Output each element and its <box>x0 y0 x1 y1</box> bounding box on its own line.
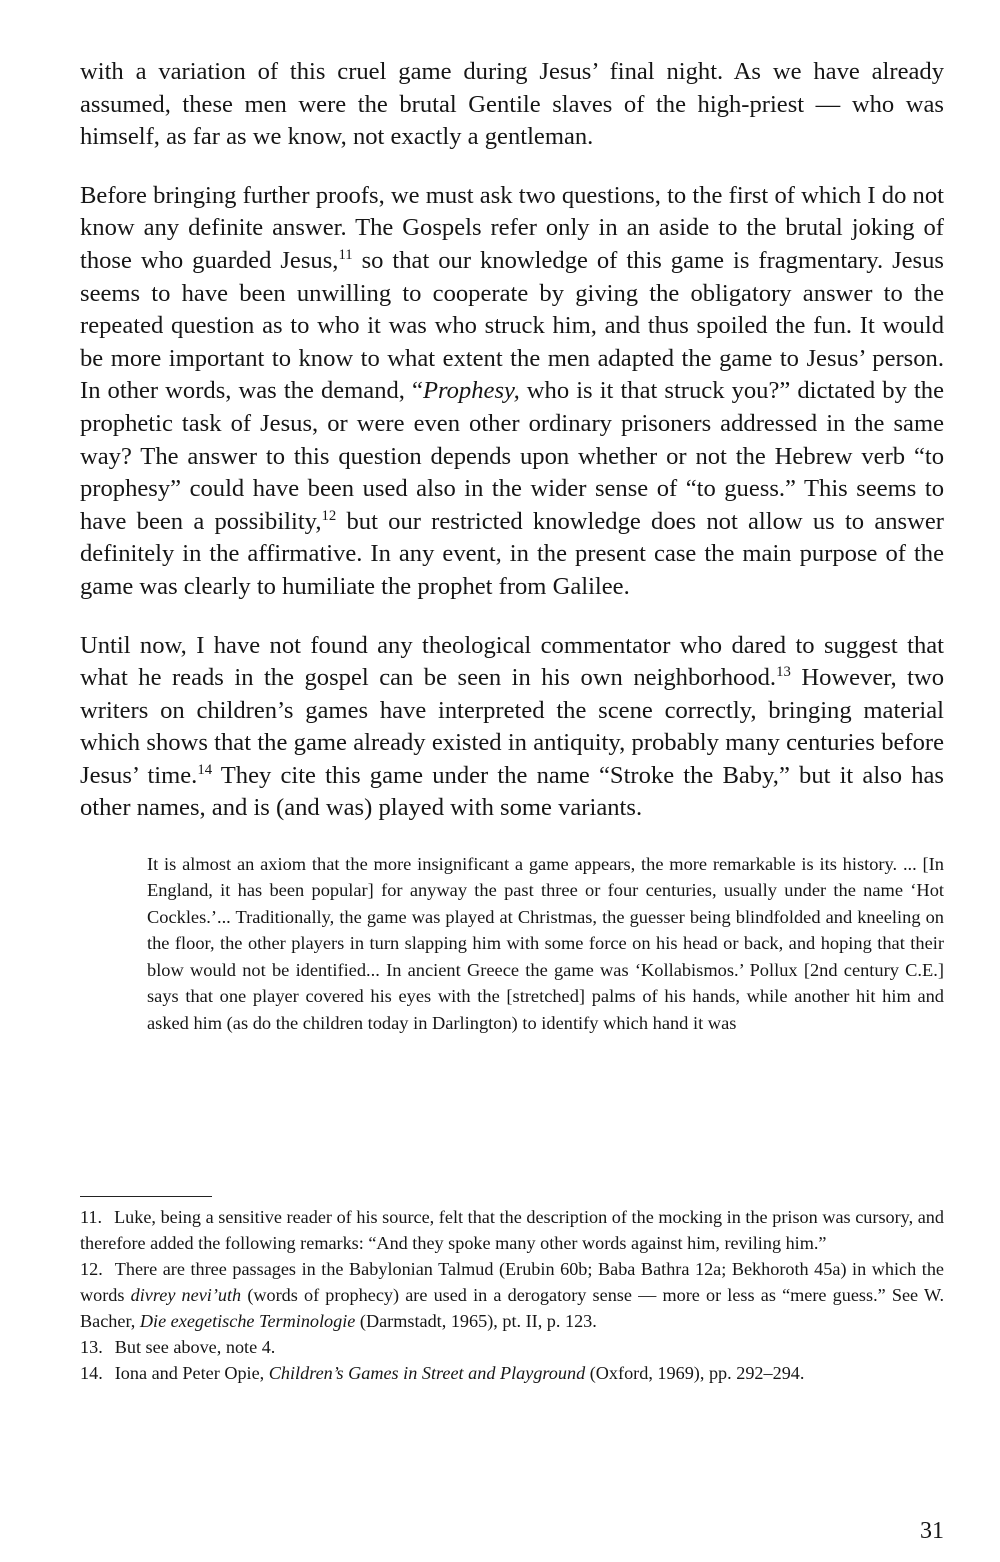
page-number: 31 <box>920 1518 944 1544</box>
italic-text: Die exegetische Terminologie <box>139 1311 356 1331</box>
footnote-text: There are three passages in the Babylonian Talmud (Erubin 60b; Baba Bathra 12a; Bekhoroth 45a) in which the words divrey nevi’uth (words of prophecy) are used in a derogatory sense — more or less as “mere guess.” See W. Bacher, Die exegetische Terminologie (Darmstadt, 1965), pt. II, p. 123. <box>80 1259 944 1331</box>
footnote <box>80 1256 944 1334</box>
footnote <box>80 1204 944 1256</box>
block-quote: It is almost an axiom that the more insignificant a game appears, the more remarkable is its history. ... [In England, it has been popular] for anyway the past three or four centuries, usually under the name ‘Hot Cockles.’... Traditionally, the game was played at Christmas, the guesser being blindfolded and kneeling on the floor, the other players in turn slapping him with some force on his head or back, and hoping that their blow would not be identified... In ancient Greece the game was ‘Kollabismos.’ Pollux [2nd century C.E.] says that one player covered his eyes with the [stretched] palms of his hands, while another hit him and asked him (as do the children today in Darlington) to identify which hand it was <box>147 854 944 1033</box>
footnote-text: Iona and Peter Opie, Children’s Games in Street and Playground (Oxford, 1969), pp. 292–294. <box>114 1363 805 1383</box>
footnote-text: Luke, being a sensitive reader of his source, felt that the description of the mocking in the prison was cursory, and therefore added the following remarks: “And they spoke many other words against him, reviling him.” <box>80 1207 944 1253</box>
main-text <box>80 56 944 1036</box>
paragraph: Until now, I have not found any theological commentator who dared to suggest that what he reads in the gospel can be seen in his own neighborhood.$^{13}$ However, two writers on children’s games have interpreted the scene correctly, bringing material which shows that the game already existed in antiquity, probably many centuries before Jesus’ time.$^{14}$ They cite this game under the name “Stroke the Baby,” but it also has other names, and is (and was) played with some variants. <box>80 631 945 822</box>
italic-text: Children’s Games in Street and Playground <box>268 1363 586 1383</box>
footnote-number: 14. <box>80 1363 103 1383</box>
footnote-ref: 12 <box>321 507 337 524</box>
footnote <box>80 1334 944 1360</box>
footnote-ref: 14 <box>197 761 213 778</box>
footnote-rule <box>80 1196 212 1197</box>
footnotes <box>80 1204 944 1386</box>
paragraph: Before bringing further proofs, we must ask two questions, to the first of which I do not know any definite answer. The Gospels refer only in an aside to the brutal joking of those who guarded Jesus,$^{11}$ so that our knowledge of this game is fragmentary. Jesus seems to have been unwilling to cooperate by giving the obligatory answer to the repeated question as to who it was who struck him, and thus spoiled the fun. It would be more important to know to what extent the men adapted the game to Jesus’ person. In other words, was the demand, “Prophesy, who is it that struck you?” dictated by the prophetic task of Jesus, or were even other ordinary prisoners addressed in the same way? The answer to this question depends upon whether or not the Hebrew verb “to prophesy” could have been used also in the wider sense of “to guess.” This seems to have been a possibility,$^{12}$ but our restricted knowledge does not allow us to answer definitely in the affirmative. In any event, in the present case the main purpose of the game was clearly to humiliate the prophet from Galilee. <box>80 181 944 600</box>
paragraph: with a variation of this cruel game during Jesus’ final night. As we have already assumed, these men were the brutal Gentile slaves of the high-priest — who was himself, as far as we know, not exactly a gentleman. <box>80 58 944 151</box>
footnote <box>80 1360 944 1386</box>
italic-text: divrey nevi’uth <box>130 1285 242 1305</box>
footnote-number: 11. <box>80 1207 103 1227</box>
footnote-ref: 13 <box>776 663 791 680</box>
footnote-ref: 11 <box>338 246 353 263</box>
footnote-number: 12. <box>80 1259 103 1279</box>
footnote-text: But see above, note 4. <box>114 1337 276 1357</box>
italic-text: Prophesy, <box>422 377 520 405</box>
footnote-number: 13. <box>80 1337 103 1357</box>
